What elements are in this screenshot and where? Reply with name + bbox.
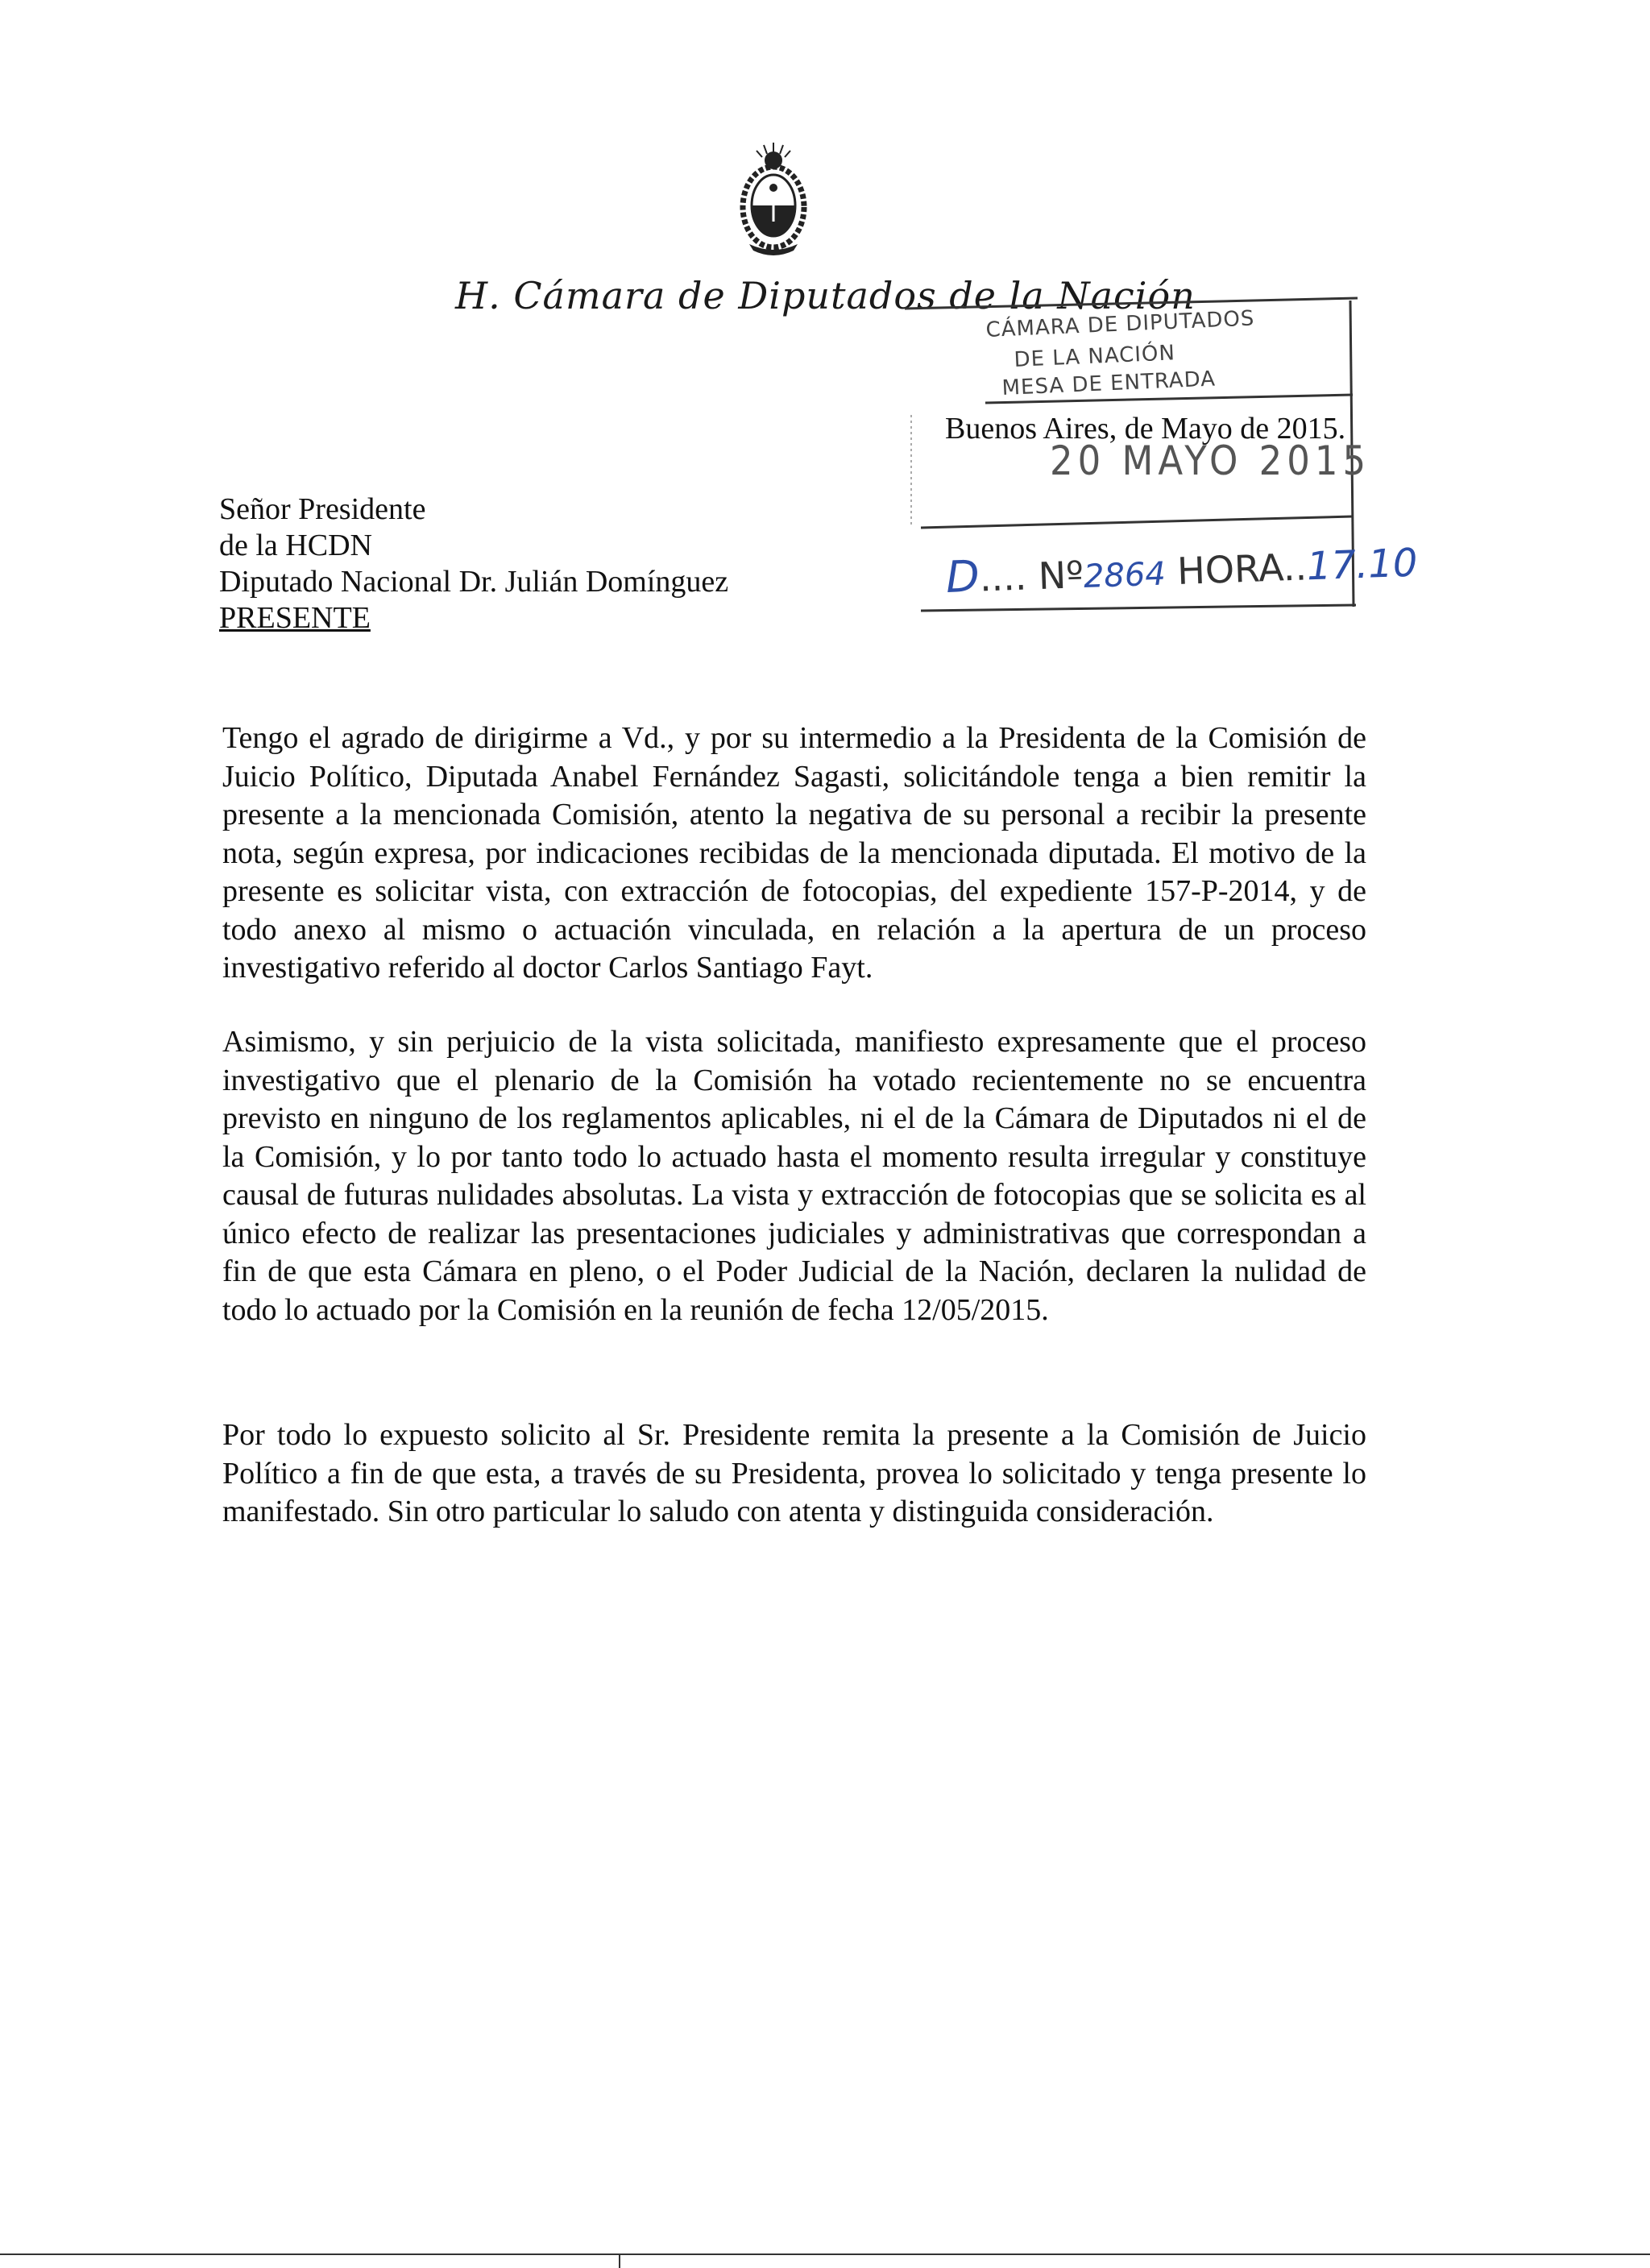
stamp-type: D	[945, 550, 980, 603]
page-bottom-tick	[619, 2253, 620, 2268]
stamp-number-label: Nº	[1037, 553, 1084, 598]
recipient-presente: PRESENTE	[219, 601, 371, 635]
chamber-letterhead: H. Cámara de Diputados de la Nación	[455, 274, 1196, 317]
coat-of-arms-icon	[737, 141, 810, 262]
recipient-name: Diputado Nacional Dr. Julián Domínguez	[219, 565, 729, 599]
stamp-entry-line: D.... Nº2864 HORA..17.10	[945, 540, 1419, 603]
stamp-heading-line2: DE LA NACIÓN	[1014, 341, 1176, 372]
stamp-heading-line1: CÁMARA DE DIPUTADOS	[985, 306, 1255, 342]
body-paragraph-3: Por todo lo expuesto solicito al Sr. Presidente remita la presente a la Comisión de Juicio Político a fin de que esta, a través de su Presidenta, provea lo solicitado y tenga presente lo manifestado. Sin otro particular lo saludo con atenta y distinguida consideración.	[222, 1418, 1366, 1528]
entry-stamp	[905, 294, 1419, 616]
page-bottom-border	[0, 2253, 1650, 2255]
recipient-institution: de la HCDN	[219, 529, 372, 562]
stamp-date: 20 MAYO 2015	[1050, 437, 1371, 484]
stamp-heading-line3: MESA DE ENTRADA	[1001, 367, 1217, 400]
stamp-hour: 17.10	[1305, 540, 1419, 590]
stamp-hour-label: HORA	[1176, 545, 1284, 593]
body-paragraph-2: Asimismo, y sin perjuicio de la vista solicitada, manifiesto expresamente que el proceso investigativo que el plenario de la Comisión ha votado recientemente no se encuentra previsto en ninguno de los reglamentos aplicables, ni el de la Cámara de Diputados ni el de la Comisión, y lo por tanto todo lo actuado hasta el momento resulta irregular y constituye causal de futuras nulidades absolutas. La vista y extracción de fotocopias que se solicita es al único efecto de realizar las presentaciones judiciales y administrativas que correspondan a fin de que esta Cámara en pleno, o el Poder Judicial de la Nación, declaren la nulidad de todo lo actuado por la Comisión en la reunión de fecha 12/05/2015.	[222, 1025, 1366, 1327]
recipient-block	[219, 491, 728, 636]
stamp-number: 2864	[1083, 555, 1167, 596]
body-paragraph-1: Tengo el agrado de dirigirme a Vd., y por su intermedio a la Presidenta de la Comisión de Juicio Político, Diputada Anabel Fernández Sagasti, solicitándole tenga a bien remitir la presente a la mencionada Comisión, atento la negativa de su personal a recibir la presente nota, según expresa, por indicaciones recibidas de la mencionada diputada. El motivo de la presente es solicitar vista, con extracción de fotocopias, del expediente 157-P-2014, y de todo anexo al mismo o actuación vinculada, en relación a la apertura de un proceso investigativo referido al doctor Carlos Santiago Fayt.	[222, 721, 1366, 985]
place-date: Buenos Aires, de Mayo de 2015.	[945, 412, 1346, 446]
recipient-title: Señor Presidente	[219, 492, 426, 526]
